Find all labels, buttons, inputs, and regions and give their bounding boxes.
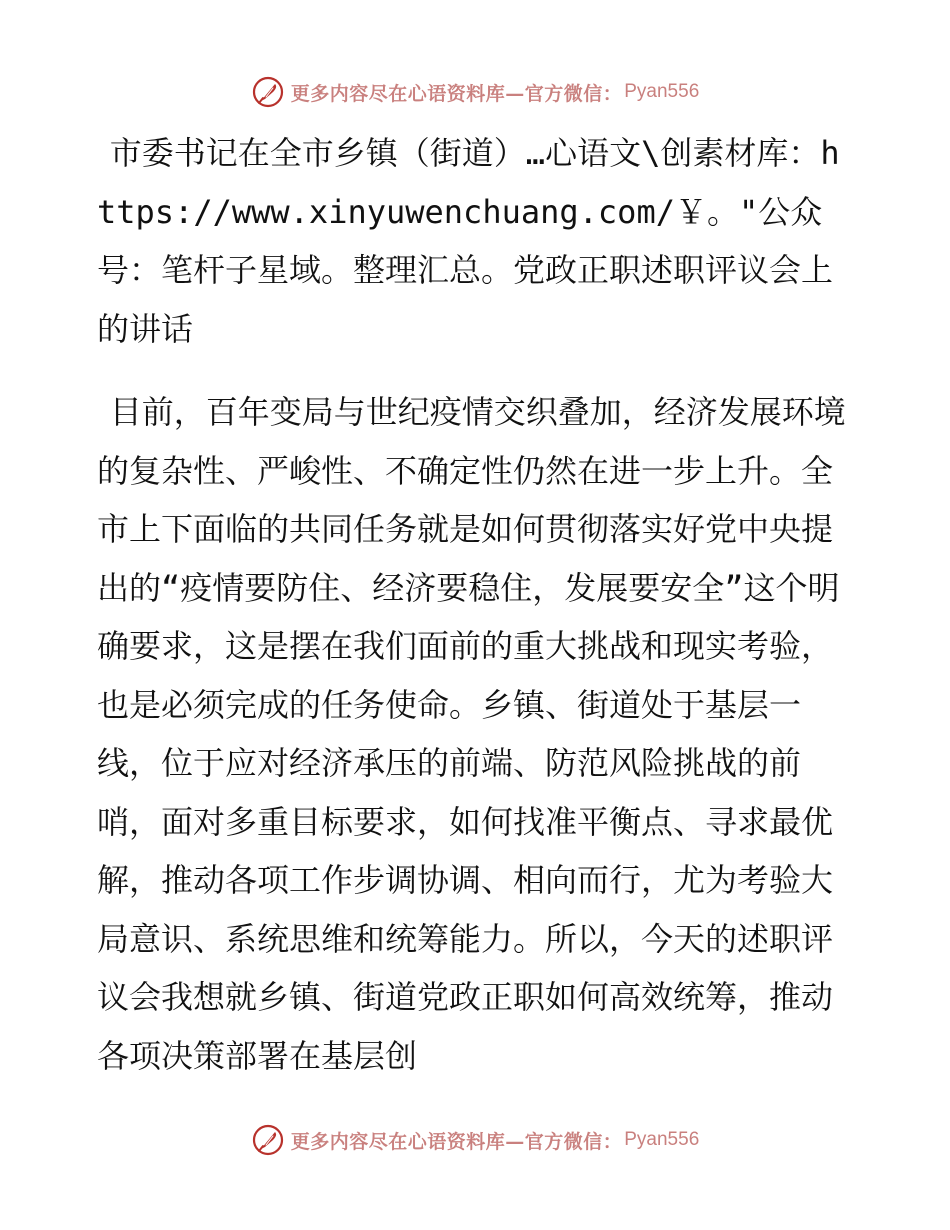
document-body [97,124,849,1085]
banner-slogan: 更多内容尽在心语资料库—官方微信： [290,1130,623,1153]
footer-banner [0,1120,950,1160]
document-title: 市委书记在全市乡镇（街道）…心语文\创素材库：https://www.xinyuwenchuang.com/￥。"公众号：笔杆子星域。整理汇总。党政正职述职评议会上的讲话 [97,134,840,348]
header-banner [0,72,950,112]
document-paragraph: 目前，百年变局与世纪疫情交织叠加，经济发展环境的复杂性、严峻性、不确定性仍然在进一步上升。全市上下面临的共同任务就是如何贯彻落实好党中央提出的“疫情要防住、经济要稳住，发展要安全”这个明确要求，这是摆在我们面前的重大挑战和现实考验，也是必须完成的任务使命。乡镇、街道处于基层一线，位于应对经济承压的前端、防范风险挑战的前哨，面对多重目标要求，如何找准平衡点、寻求最优解，推动各项工作步调协调、相向而行，尤为考验大局意识、系统思维和统筹能力。所以，今天的述职评议会我想就乡镇、街道党政正职如何高效统筹，推动各项决策部署在基层创 [97,393,846,1075]
feather-pen-logo-icon [251,1123,285,1157]
feather-pen-logo-icon [251,75,285,109]
banner-slogan: 更多内容尽在心语资料库—官方微信： [290,82,623,105]
banner-wechat-id: Pyan556 [624,81,700,102]
banner-wechat-id: Pyan556 [624,1129,700,1150]
